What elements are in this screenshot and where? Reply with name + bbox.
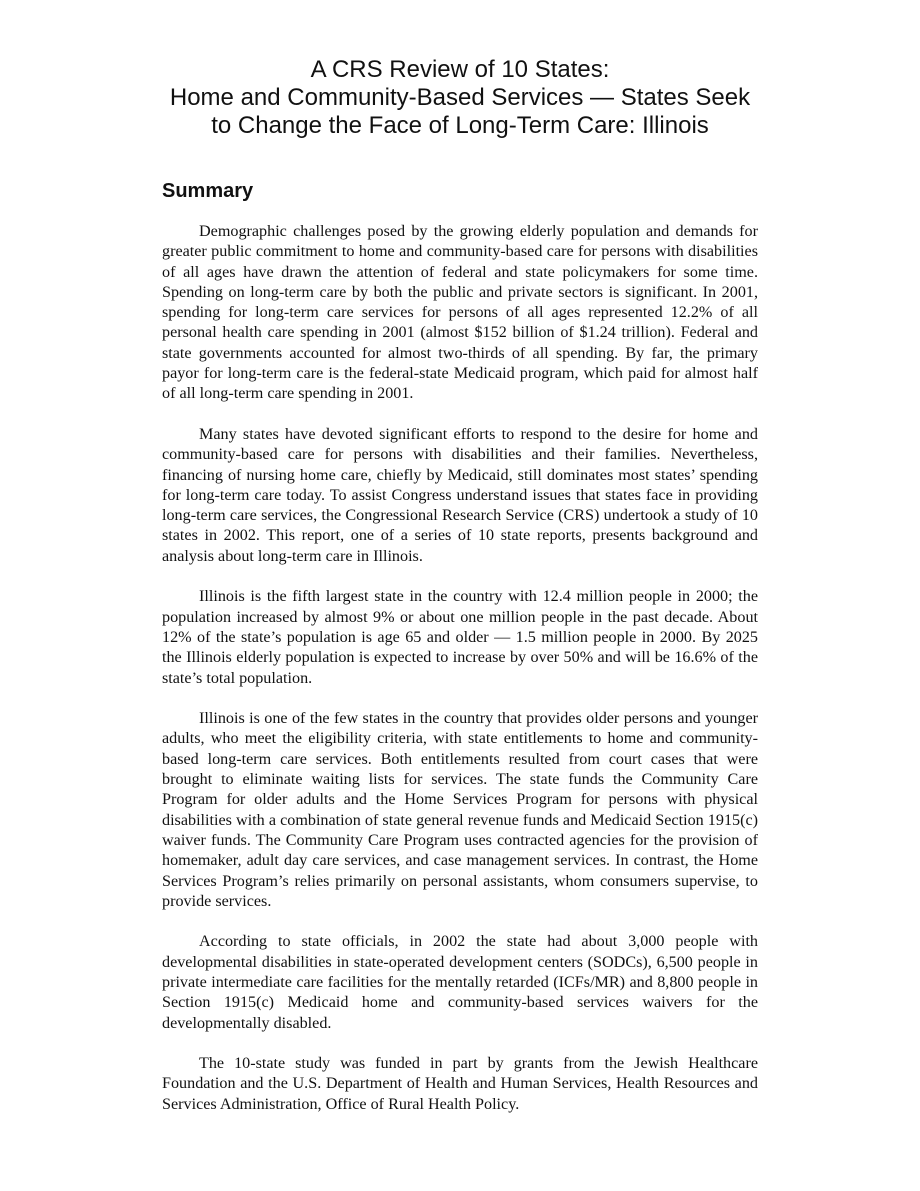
summary-paragraph-1: Demographic challenges posed by the growing elderly population and demands for greater public commitment to home and community-based care for persons with disabilities of all ages have drawn the attention of federal and state policymakers for some time. Spending on long-term care by both the public and private sectors is significant. In 2001, spending for long-term care services for persons of all ages represented 12.2% of all personal health care spending in 2001 (almost $152 billion of $1.24 trillion). Federal and state governments accounted for almost two-thirds of all spending. By far, the primary payor for long-term care is the federal-state Medicaid program, which paid for almost half of all long-term care spending in 2001. <box>162 223 758 403</box>
summary-paragraph-5: According to state officials, in 2002 the state had about 3,000 people with developmental disabilities in state-operated development centers (SODCs), 6,500 people in private intermediate care facilities for the mentally retarded (ICFs/MR) and 8,800 people in Section 1915(c) Medicaid home and community-based services waivers for the developmentally disabled. <box>162 933 758 1032</box>
title-line-2: Home and Community-Based Services — States Seek <box>169 84 751 111</box>
title-line-1: A CRS Review of 10 States: <box>310 56 610 83</box>
title-line-3: to Change the Face of Long-Term Care: Illinois <box>211 112 709 139</box>
summary-paragraph-2: Many states have devoted significant efforts to respond to the desire for home and community-based care for persons with disabilities and their families. Nevertheless, financing of nursing home care, chiefly by Medicaid, still dominates most states’ spending for long-term care today. To assist Congress understand issues that states face in providing long-term care services, the Congressional Research Service (CRS) undertook a study of 10 states in 2002. This report, one of a series of 10 state reports, presents background and analysis about long-term care in Illinois. <box>162 425 758 565</box>
summary-paragraph-4: Illinois is one of the few states in the country that provides older persons and younger adults, who meet the eligibility criteria, with state entitlements to home and community-based long-term care services. Both entitlements resulted from court cases that were brought to eliminate waiting lists for services. The state funds the Community Care Program for older adults and the Home Services Program for persons with physical disabilities with a combination of state general revenue funds and Medicaid Section 1915(c) waiver funds. The Community Care Program uses contracted agencies for the provision of homemaker, adult day care services, and case management services. In contrast, the Home Services Program’s relies primarily on personal assistants, whom consumers supervise, to provide services. <box>162 710 758 910</box>
document-title <box>162 56 758 140</box>
summary-paragraph-3: Illinois is the fifth largest state in the country with 12.4 million people in 2000; the population increased by almost 9% or about one million people in the past decade. About 12% of the state’s population is age 65 and older — 1.5 million people in 2000. By 2025 the Illinois elderly population is expected to increase by over 50% and will be 16.6% of the state’s total population. <box>162 588 758 687</box>
summary-heading: Summary <box>162 180 254 202</box>
summary-paragraph-6: The 10-state study was funded in part by grants from the Jewish Healthcare Foundation and the U.S. Department of Health and Human Services, Health Resources and Services Administration, Office of Rural Health Policy. <box>162 1055 758 1113</box>
document-page <box>162 56 758 1135</box>
